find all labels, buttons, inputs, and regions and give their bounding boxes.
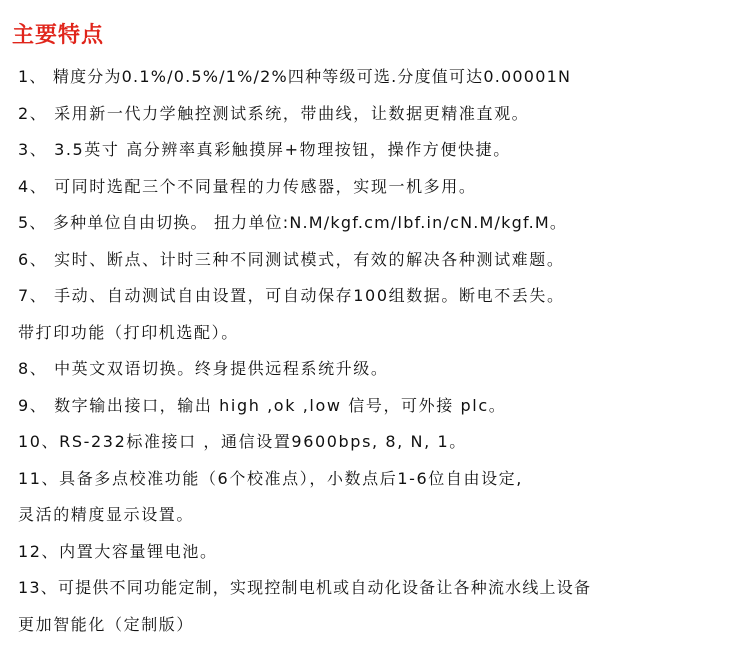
- feature-list: [18, 64, 744, 648]
- feature-line-7: 7、 手动、自动测试自由设置，可自动保存100组数据。断电不丢失。: [18, 286, 565, 305]
- feature-line-1: 1、 精度分为0.1%/0.5%/1%/2%四种等级可选.分度值可达0.00001N: [18, 67, 572, 86]
- section-title: 主要特点: [12, 23, 105, 48]
- feature-line-11-continued: 灵活的精度显示设置。: [18, 505, 195, 524]
- feature-line-13-continued: 更加智能化（定制版）: [18, 614, 195, 634]
- feature-line-9: 9、 数字输出接口，输出 high ,ok ,low 信号，可外接 plc。: [18, 395, 507, 415]
- feature-line-3: 3、 3.5英寸 高分辨率真彩触摸屏+物理按钮，操作方便快捷。: [18, 140, 511, 159]
- feature-line-2: 2、 采用新一代力学触控测试系统，带曲线，让数据更精准直观。: [18, 103, 530, 123]
- feature-line-11: 11、具备多点校准功能（6个校准点），小数点后1-6位自由设定,: [18, 468, 523, 488]
- feature-line-8: 8、 中英文双语切换。终身提供远程系统升级。: [18, 359, 389, 378]
- feature-line-10: 10、RS-232标准接口 ，通信设置9600bps, 8, N, 1。: [18, 432, 467, 451]
- feature-line-7-continued: 带打印功能（打印机选配）。: [18, 322, 239, 342]
- feature-line-13: 13、可提供不同功能定制，实现控制电机或自动化设备让各种流水线上设备: [18, 578, 592, 597]
- feature-line-6: 6、 实时、断点、计时三种不同测试模式，有效的解决各种测试难题。: [18, 249, 565, 269]
- feature-line-4: 4、 可同时选配三个不同量程的力传感器，实现一机多用。: [18, 176, 477, 196]
- feature-line-12: 12、内置大容量锂电池。: [18, 541, 218, 561]
- feature-line-5: 5、 多种单位自由切换。 扭力单位:N.M/kgf.cm/lbf.in/cN.M/kgf.M。: [18, 213, 568, 232]
